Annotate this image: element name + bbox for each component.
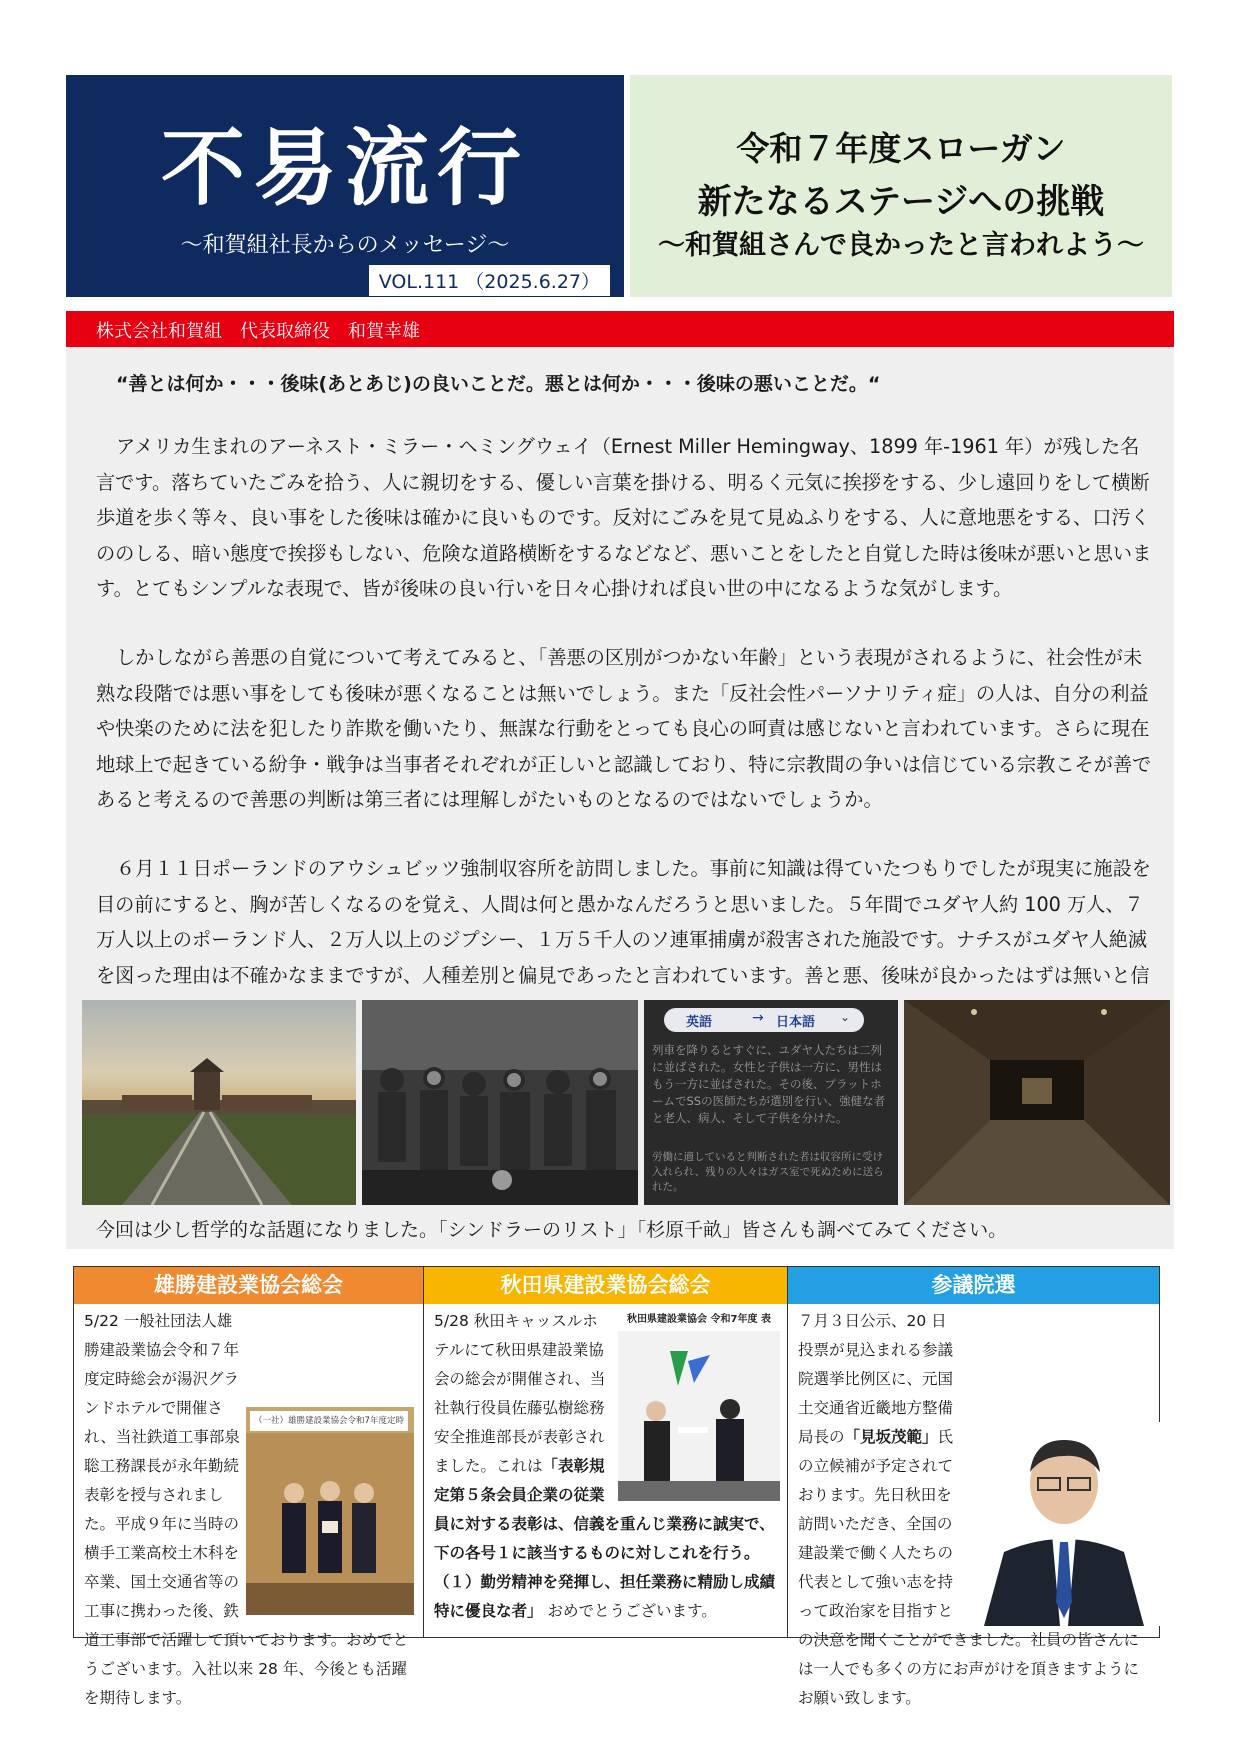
news-text-ogachi bbox=[84, 1307, 414, 1713]
slogan-panel bbox=[630, 75, 1172, 297]
photo-tunnel-interior bbox=[904, 1000, 1170, 1205]
news-box-akita bbox=[424, 1267, 788, 1637]
photo-banner-akita: 秋田県建設業協会 令和7年度 表 bbox=[618, 1309, 780, 1331]
news-box-election bbox=[788, 1267, 1159, 1707]
translation-text-2: 労働に適していると判断された者は収容所に受け入れられ、残りの人々はガス室で死ぬために送られた。 bbox=[652, 1151, 884, 1193]
news-body-election-b: 氏の立候補が予定されております。先日秋田を訪問いただき、全国の建設業で働く人たちの代表として強い志を持って政治家を目指すとの決意を聞くことができました。社員の皆さんには一人でも多くの方にお声がけを頂きますようにお願い致します。 bbox=[798, 1428, 1140, 1707]
news-body-election-a: ７月３日公示、20 日投票が見込まれる参議院選挙比例区に、元国土交通省近畿地方整備局長の bbox=[798, 1312, 954, 1446]
author-bar bbox=[66, 311, 1174, 347]
paragraph-3: ６月１１日ポーランドのアウシュビッツ強制収容所を訪問しました。事前に知識は得ていたつもりでしたが現実に施設を目の前にすると、胸が苦しくなるのを覚え、人間は何と愚かなんだろうと思いました。５年間でユダヤ人約 100 万人、７万人以上のポーランド人、２万人以上のジプシー、１万５千人のソ連軍捕虜が殺害された施設です。ナチスがユダヤ人絶滅を図った理由は不確かなままですが、人種差別と偏見であったと言われています。善と悪、後味が良かったはずは無いと信 bbox=[96, 857, 1151, 987]
arrow-right-icon: → bbox=[752, 1010, 764, 1026]
news-box-ogachi bbox=[74, 1267, 424, 1707]
paragraph-2: しかしながら善悪の自覚について考えてみると、「善悪の区別がつかない年齢」という表現がされるように、社会性が未熟な段階では悪い事をしても後味が悪くなることは無いでしょう。また「反社会性パーソナリティ症」の人は、自分の利益や快楽のために法を犯したり詐欺を働いたり、無謀な行動をとっても良心の呵責は感じないと言われています。さらに現在地球上で起きている紛争・戦争は当事者それぞれが正しいと認識しており、特に宗教間の争いは信じている宗教こそが善であると考えるので善悪の判断は第三者には理解しがたいものとなるのではないでしょうか。 bbox=[96, 646, 1152, 811]
slogan-main: 新たなるステージへの挑戦 bbox=[697, 182, 1105, 222]
lang-from: 英語 bbox=[686, 1015, 713, 1030]
chevron-down-icon: ⌄ bbox=[840, 1010, 851, 1024]
news-body-akita-bold: 「表彰規定第５条会員企業の従業員に対する表彰は、信義を重んじ業務に誠実で、下の各号１に該当するものに対しこれを行う。（１）勤労精神を発揮し、担任業務に精励し成績特に優良な者」 bbox=[434, 1457, 776, 1620]
paragraph-1: アメリカ生まれのアーネスト・ミラー・ヘミングウェイ（Ernest Miller Hemingway、1899 年-1961 年）が残した名言です。落ちていたごみを拾う、人に親切をする、優しい言葉を掛ける、明るく元気に挨拶をする、少し遠回りをして横断歩道を歩く等々、良い事をした後味は確かに良いものです。反対にごみを見て見ぬふりをする、人に意地悪をする、口汚くののしる、暗い態度で挨拶もしない、危険な道路横断をするなどなど、悪いことをしたと自覚した時は後味が悪いと思います。とてもシンプルな表現で、皆が後味の良い行いを日々心掛ければ良い世の中になるような気がします。 bbox=[96, 435, 1152, 600]
news-boxes bbox=[73, 1266, 1160, 1707]
news-text-akita bbox=[434, 1307, 780, 1626]
news-text-election bbox=[798, 1307, 1154, 1713]
news-body-akita-end: おめでとうございます。 bbox=[547, 1602, 717, 1620]
slogan-sub: 〜和賀組さんで良かったと言われよう〜 bbox=[658, 230, 1144, 261]
message-section bbox=[66, 347, 1174, 1249]
photo-railway-gate bbox=[82, 1000, 356, 1205]
photo-award-ceremony bbox=[246, 1407, 414, 1615]
author-name: 株式会社和賀組 代表取締役 和賀幸雄 bbox=[96, 321, 420, 342]
quote: “善とは何か・・・後味(あとあじ)の良いことだ。悪とは何か・・・後味の悪いことだ。“ bbox=[116, 373, 881, 395]
newsletter-subtitle: 〜和賀組社長からのメッセージ〜 bbox=[180, 233, 510, 258]
photo-banner-ogachi: （一社）雄勝建設業協会令和7年度定時 bbox=[250, 1411, 408, 1431]
news-heading-election: 参議院選 bbox=[788, 1267, 1159, 1304]
news-heading-ogachi: 雄勝建設業協会総会 bbox=[74, 1267, 423, 1304]
translation-bar bbox=[664, 1008, 864, 1032]
translation-text: 列車を降りるとすぐに、ユダヤ人たちは二列に並ばされた。女性と子供は一方に、男性はもう一方に並ばされた。その後、プラットホームでSSの医師たちが選別を行い、強健な者と老人、病人、そして子供を分けた。 bbox=[652, 1043, 886, 1125]
news-heading-akita: 秋田県建設業協会総会 bbox=[424, 1267, 787, 1304]
volume-label: VOL.111 （2025.6.27） bbox=[369, 265, 610, 296]
masthead bbox=[66, 75, 624, 297]
photo-translation-screen bbox=[644, 1000, 898, 1205]
newsletter-title: 不易流行 bbox=[160, 118, 529, 217]
news-body-ogachi: 5/22 一般社団法人雄勝建設業協会令和７年度定時総会が湯沢グランドホテルで開催され、当社鉄道工事部泉聡工務課長が永年勤続表彰を授与されました。平成９年に当時の横手工業高校土木科を卒業、国土交通省等の工事に携わった後、鉄道工事部で活躍して頂いております。おめでとうございます。入社以来 28 年、今後とも活躍を期待します。 bbox=[84, 1312, 409, 1707]
photo-akita-ceremony bbox=[618, 1309, 780, 1501]
photo-historical-crowd bbox=[362, 1000, 638, 1205]
news-body-akita: 5/28 秋田キャッスルホテルにて秋田県建設業協会の総会が開催され、当社執行役員佐藤弘樹総務安全推進部長が表彰されました。これは bbox=[434, 1312, 606, 1475]
photo-candidate-portrait bbox=[964, 1422, 1160, 1626]
closing-text: 今回は少し哲学的な話題になりました。「シンドラーのリスト」「杉原千畝」皆さんも調べてみてください。 bbox=[96, 1219, 1008, 1241]
lang-to: 日本語 bbox=[776, 1015, 816, 1030]
candidate-name: 「見坂茂範」 bbox=[844, 1428, 938, 1446]
slogan-year: 令和７年度スローガン bbox=[736, 129, 1066, 168]
